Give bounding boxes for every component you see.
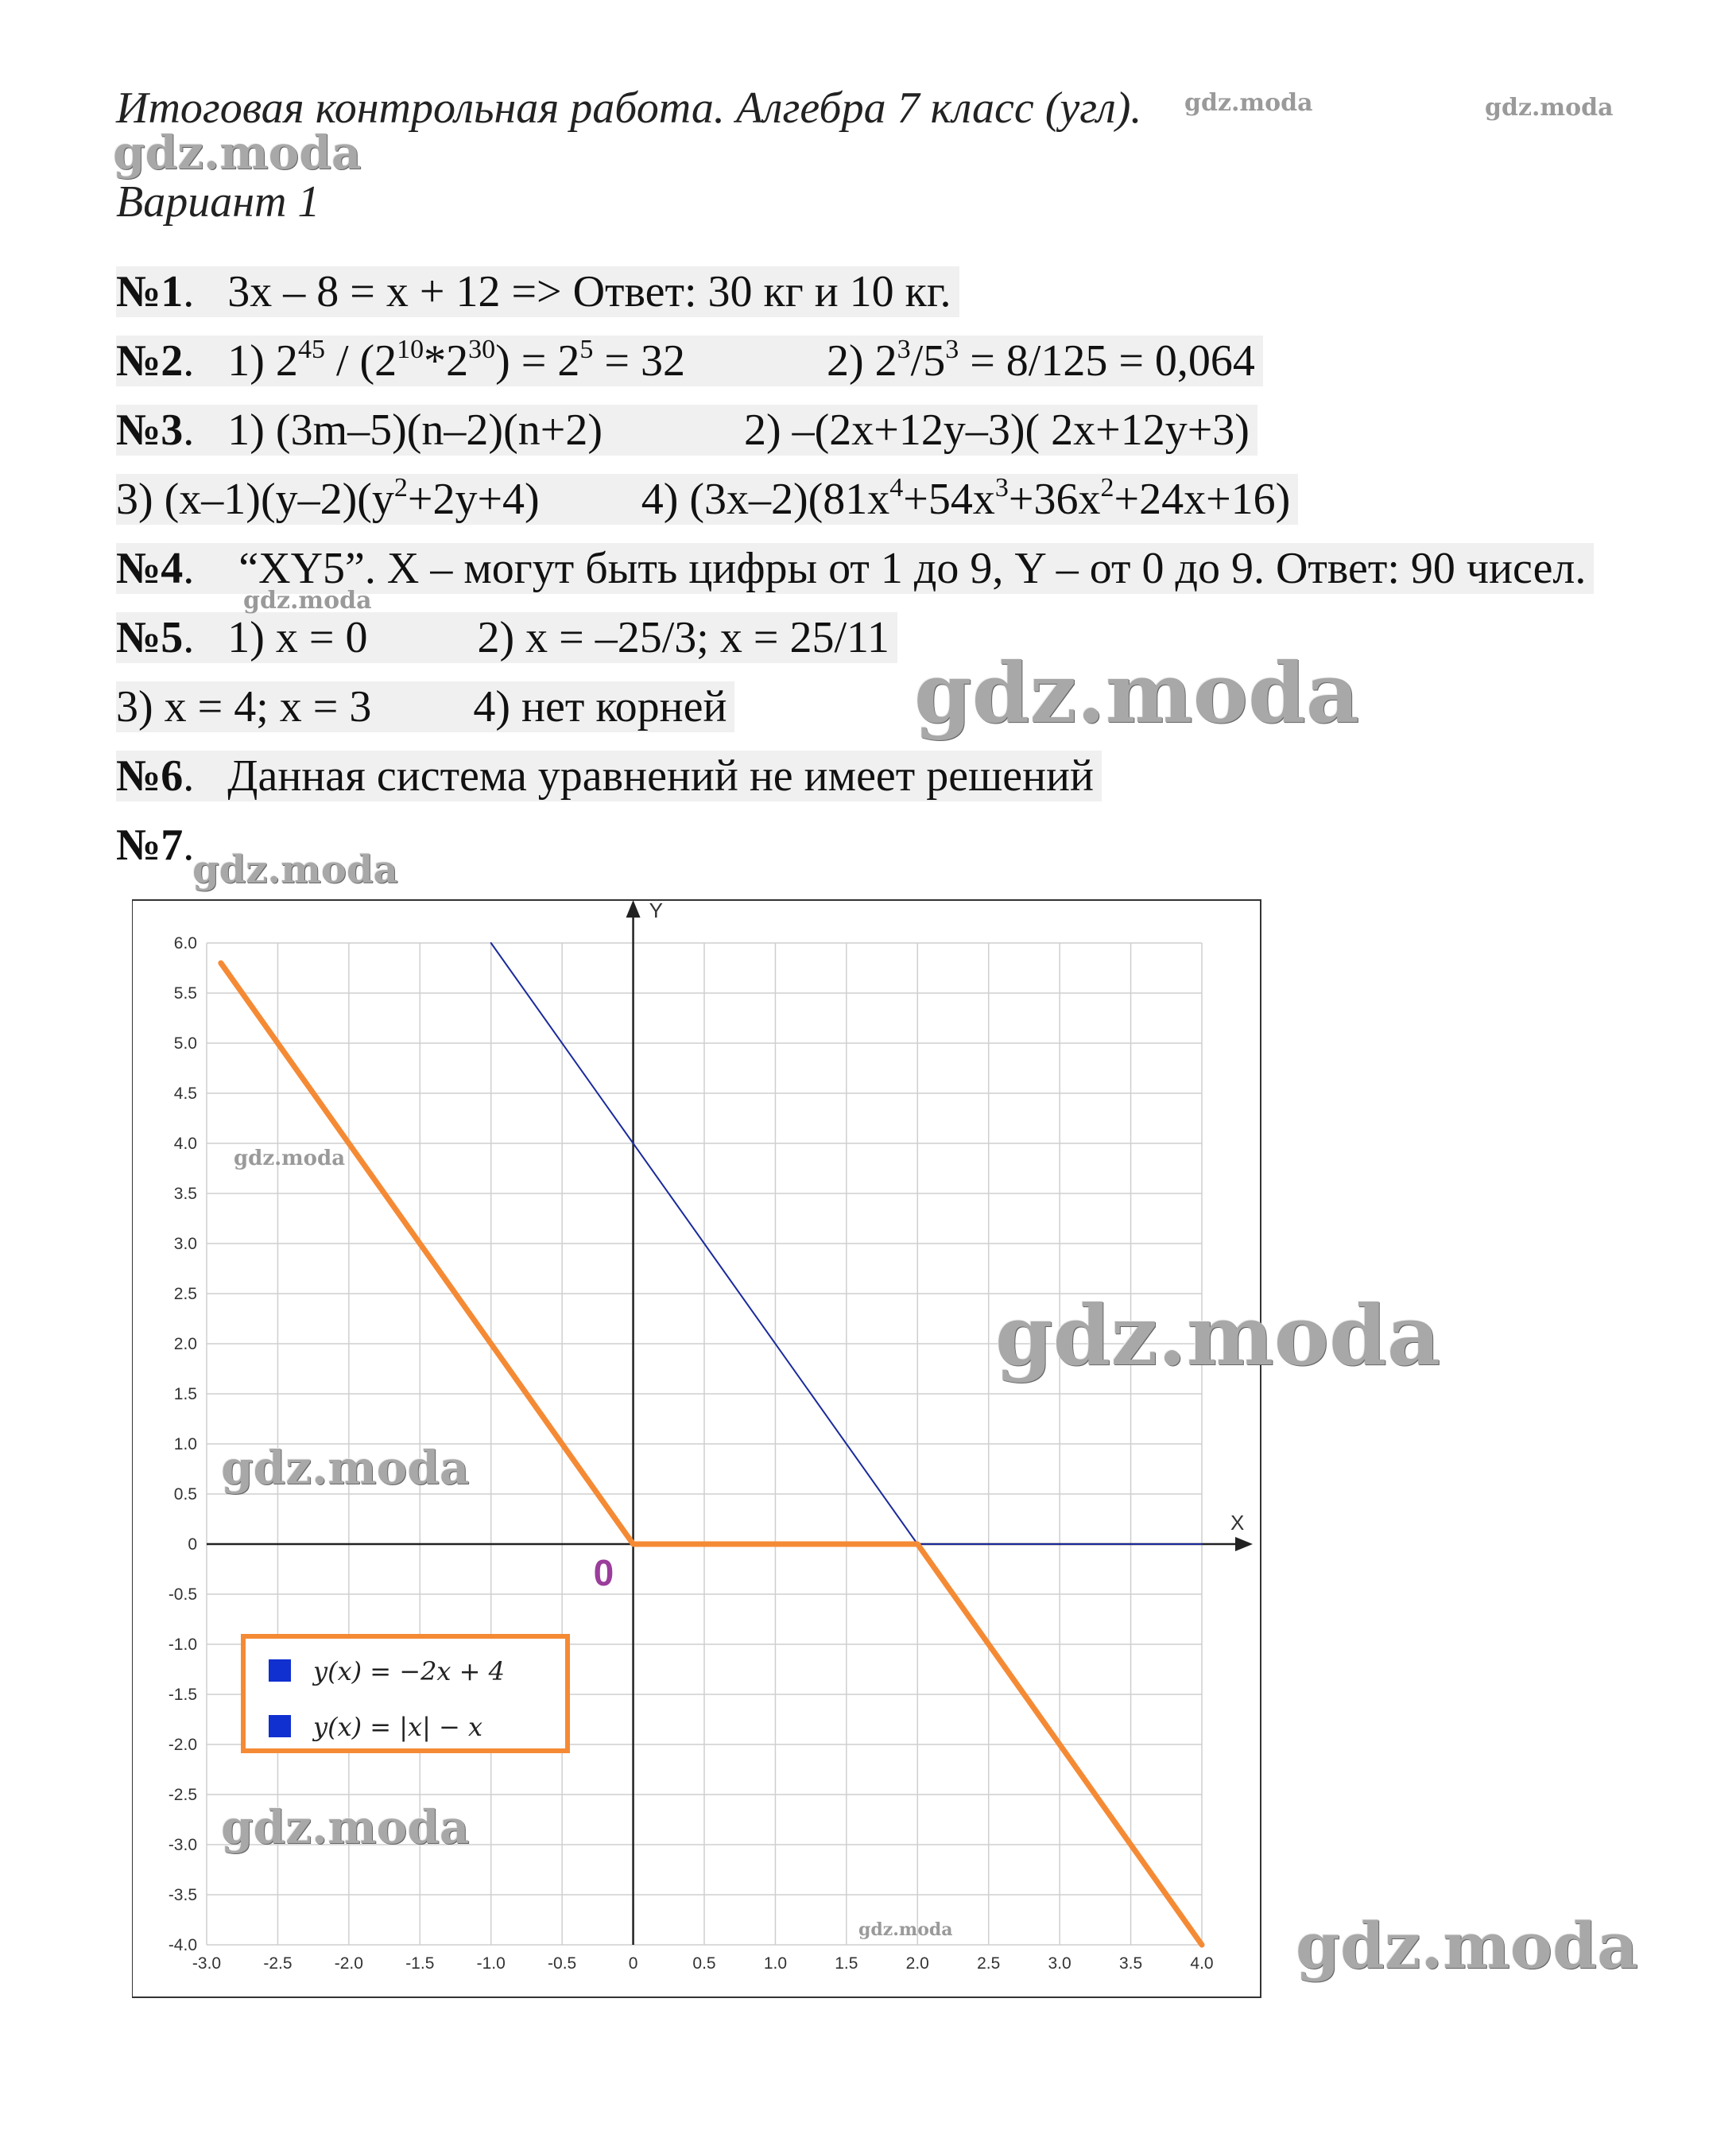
exponent: 45 xyxy=(297,335,325,364)
y-tick-label: 4.0 xyxy=(173,1135,197,1153)
watermark: gdz.moda xyxy=(243,587,372,615)
exponent: 10 xyxy=(397,335,424,364)
y-tick-label: 0 xyxy=(188,1535,197,1554)
worksheet-title: Итоговая контрольная работа. Алгебра 7 класс (угл). xyxy=(116,83,1142,133)
exponent: 30 xyxy=(468,335,496,364)
y-tick-label: -3.5 xyxy=(168,1886,197,1904)
answer-text: 4) нет корней xyxy=(473,682,727,731)
answer-3-continued xyxy=(116,474,1298,525)
x-tick-label: -1.0 xyxy=(476,1954,506,1973)
legend xyxy=(243,1636,568,1751)
expr-part: +24x+16) xyxy=(1114,475,1291,524)
answer-7 xyxy=(116,820,194,871)
answer-1: №1. 3x – 8 = x + 12 => Ответ: 30 кг и 10 кг. xyxy=(116,266,959,317)
exponent: 3 xyxy=(897,335,911,364)
watermark: gdz.moda xyxy=(221,1441,470,1495)
expr-part: / (2 xyxy=(324,336,397,386)
answer-number: №1 xyxy=(116,267,184,316)
exponent: 5 xyxy=(579,335,594,364)
variant-label: Вариант 1 xyxy=(116,177,320,227)
answer-5-continued xyxy=(116,681,734,732)
answer-number: №6 xyxy=(116,751,184,801)
answer-number: №5 xyxy=(116,613,184,662)
x-tick-label: 2.0 xyxy=(905,1954,929,1973)
y-tick-label: 2.5 xyxy=(173,1285,197,1303)
answer-4: №4. “XY5”. X – могут быть цифры от 1 до 9, Y – от 0 до 9. Ответ: 90 чисел. xyxy=(116,543,1594,594)
answer-number: №7 xyxy=(116,821,184,870)
y-tick-label: 0.5 xyxy=(173,1485,197,1504)
answer-text: 2) –(2x+12y–3)( 2x+12y+3) xyxy=(743,406,1250,455)
expr-part: 3) (x–1)(y–2)(y xyxy=(116,475,394,524)
answer-5: №5. 1) x = 0 2) x = –25/3; x = 25/11 xyxy=(116,612,897,663)
legend-marker-2 xyxy=(269,1715,291,1737)
expr-part: ) = 2 xyxy=(495,336,580,386)
y-tick-label: 1.0 xyxy=(173,1435,197,1453)
expr-part: *2 xyxy=(424,336,469,386)
x-tick-label: -0.5 xyxy=(548,1954,577,1973)
answer-2: №2. 1) $2^{45} / (2^{10}*2^{30}) = 2^5 = 32$ 2) $2^3/5^3 = 8/125 = 0,064$ xyxy=(116,336,1263,386)
y-tick-label: 5.0 xyxy=(173,1034,197,1053)
answer-text: 3x – 8 = x + 12 => Ответ: 30 кг и 10 кг. xyxy=(227,267,951,316)
watermark: gdz.moda xyxy=(192,848,398,892)
y-tick-label: -4.0 xyxy=(168,1936,197,1954)
y-tick-label: 5.5 xyxy=(173,984,197,1003)
y-axis-label: Y xyxy=(649,898,663,922)
exponent: 2 xyxy=(1100,473,1114,503)
watermark: gdz.moda xyxy=(995,1286,1441,1384)
answer-text: 3) x = 4; x = 3 xyxy=(116,682,372,731)
x-tick-label: 1.0 xyxy=(763,1954,788,1973)
y-tick-label: -2.0 xyxy=(168,1736,197,1754)
y-tick-label: -1.5 xyxy=(168,1686,197,1704)
x-tick-label: 4.0 xyxy=(1190,1954,1214,1973)
answer-number: №3 xyxy=(116,406,184,455)
watermark: gdz.moda xyxy=(1184,89,1313,117)
expr-part: 1) 2 xyxy=(227,336,298,386)
y-tick-label: 3.5 xyxy=(173,1185,197,1203)
answer-number: №4 xyxy=(116,544,184,593)
y-tick-label: 3.0 xyxy=(173,1235,197,1253)
watermark: gdz.moda xyxy=(1296,1908,1638,1983)
x-tick-label: -2.0 xyxy=(334,1954,363,1973)
x-tick-label: 0.5 xyxy=(692,1954,716,1973)
answer-text: 1) x = 0 xyxy=(227,613,368,662)
answer-text: Данная система уравнений не имеет решений xyxy=(227,751,1094,801)
legend-label-1: y(x) = −2x + 4 xyxy=(313,1656,505,1686)
watermark: gdz.moda xyxy=(234,1147,346,1170)
expr-part: = 8/125 = 0,064 xyxy=(959,336,1255,386)
x-tick-label: -2.5 xyxy=(263,1954,293,1973)
exponent: 3 xyxy=(994,473,1009,503)
exponent: 3 xyxy=(945,335,959,364)
x-tick-label: -3.0 xyxy=(192,1954,222,1973)
expr-part: +2y+4) xyxy=(407,475,540,524)
expr-part: +54x xyxy=(903,475,995,524)
x-tick-label: 2.5 xyxy=(977,1954,1001,1973)
expr-part: = 32 xyxy=(593,336,685,386)
exponent: 4 xyxy=(889,473,904,503)
answer-text: . xyxy=(183,821,195,870)
x-tick-label: 3.5 xyxy=(1118,1954,1143,1973)
watermark: gdz.moda xyxy=(113,126,362,180)
answer-text: 2) x = –25/3; x = 25/11 xyxy=(477,613,889,662)
answer-text: 1) (3m–5)(n–2)(n+2) xyxy=(227,406,603,455)
expr-part: /5 xyxy=(910,336,946,386)
answer-number: №2 xyxy=(116,336,184,386)
y-tick-label: 2.0 xyxy=(173,1335,197,1353)
y-tick-label: -3.0 xyxy=(168,1836,197,1854)
x-tick-label: 0 xyxy=(628,1954,638,1973)
x-tick-label: 3.0 xyxy=(1048,1954,1071,1973)
y-tick-label: 1.5 xyxy=(173,1385,197,1403)
watermark: gdz.moda xyxy=(858,1919,953,1940)
expr-part: 4) (3x–2)(81x xyxy=(641,475,890,524)
y-tick-label: -1.0 xyxy=(168,1636,197,1654)
expr-part: +36x xyxy=(1008,475,1101,524)
watermark: gdz.moda xyxy=(1485,94,1614,122)
x-tick-label: -1.5 xyxy=(405,1954,435,1973)
legend-marker-1 xyxy=(269,1659,291,1682)
watermark: gdz.moda xyxy=(221,1800,470,1854)
y-tick-label: 4.5 xyxy=(173,1085,197,1103)
x-axis-label: X xyxy=(1230,1511,1245,1535)
origin-label: 0 xyxy=(593,1552,614,1593)
x-tick-label: 1.5 xyxy=(835,1954,858,1973)
watermark: gdz.moda xyxy=(914,644,1360,742)
y-tick-label: -0.5 xyxy=(168,1585,197,1604)
answer-text: “XY5”. X – могут быть цифры от 1 до 9, Y – от 0 до 9. Ответ: 90 чисел. xyxy=(238,544,1587,593)
y-tick-label: -2.5 xyxy=(168,1786,197,1804)
answer-3: №3. 1) (3m–5)(n–2)(n+2) 2) –(2x+12y–3)( 2x+12y+3) xyxy=(116,405,1257,456)
expr-part: 2) 2 xyxy=(826,336,897,386)
answer-6: №6. Данная система уравнений не имеет решений xyxy=(116,751,1102,801)
legend-label-2: y(x) = |x| − x xyxy=(313,1712,483,1742)
exponent: 2 xyxy=(393,473,408,503)
y-tick-label: 6.0 xyxy=(173,934,197,953)
